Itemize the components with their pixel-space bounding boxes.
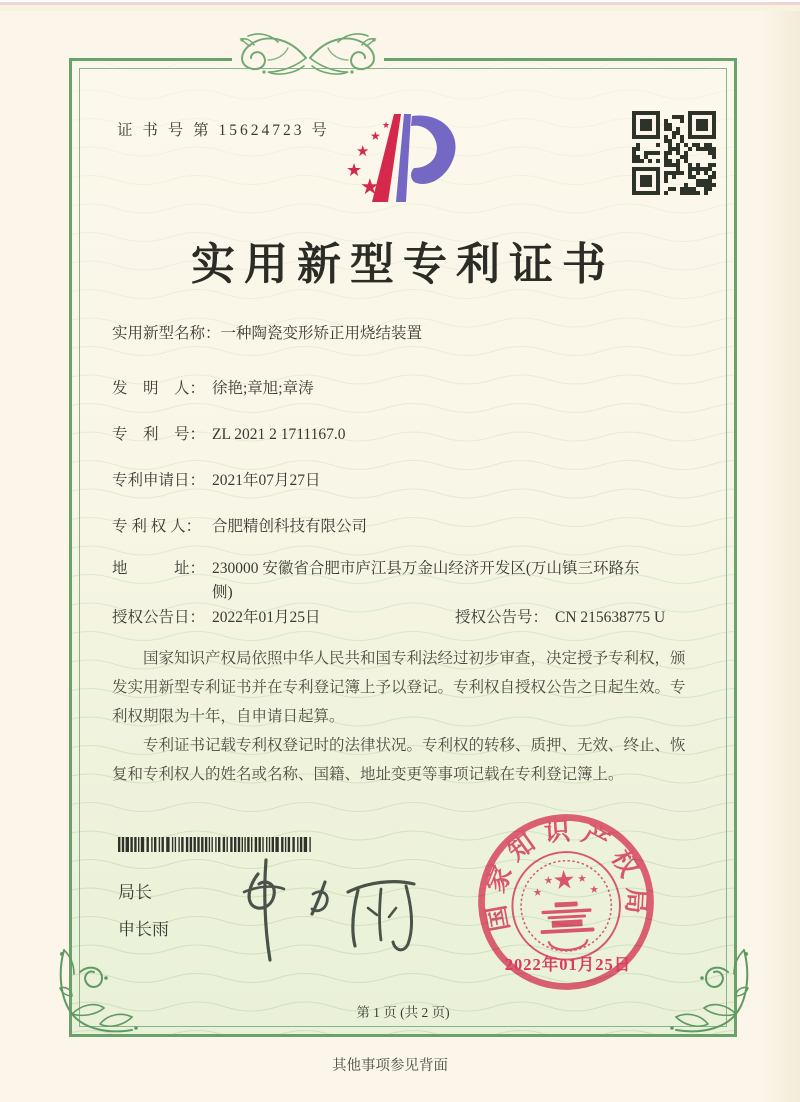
field-label: 发 明 人： xyxy=(112,380,206,397)
field-address xyxy=(112,557,652,605)
back-side-note: 其他事项参见背面 xyxy=(332,1058,448,1074)
field-grant-number xyxy=(455,606,665,629)
field-value: 2021年07月27日 xyxy=(212,472,321,489)
field-grant-date xyxy=(112,609,321,626)
director-name: 申长雨 xyxy=(118,920,169,939)
legal-paragraph-1: 国家知识产权局依照中华人民共和国专利法经过初步审查，决定授予专利权，颁发实用新型专利证书并在专利登记簿上予以登记。专利权自授权公告之日起生效。专利权期限为十年，自申请日起算。 xyxy=(112,650,686,725)
director-signature xyxy=(228,852,428,970)
legal-paragraph-2: 专利证书记载专利权登记时的法律状况。专利权的转移、质押、无效、终止、恢复和专利权人的姓名或名称、国籍、地址变更等事项记载在专利登记簿上。 xyxy=(112,737,686,783)
page-number: 第 1 页 (共 2 页) xyxy=(356,1005,450,1020)
field-value: 合肥精创科技有限公司 xyxy=(212,518,368,535)
field-value: 230000 安徽省合肥市庐江县万金山经济开发区(万山镇三环路东侧) xyxy=(212,560,640,601)
cnipa-logo xyxy=(338,110,470,208)
emblem-small-star-2: ★ xyxy=(543,875,554,887)
emblem-small-star-1: ★ xyxy=(532,887,543,900)
field-patentee xyxy=(112,515,367,538)
field-label: 专 利 权 人： xyxy=(112,518,202,535)
emblem-small-star-4: ★ xyxy=(589,884,600,897)
legal-text xyxy=(112,644,690,789)
logo-star-1: ★ xyxy=(360,174,380,199)
field-inventors xyxy=(112,377,314,400)
emblem-big-star: ★ xyxy=(551,865,577,896)
seal-national-emblem xyxy=(510,849,623,962)
field-utility-model-name xyxy=(112,322,422,345)
director-title: 局长 xyxy=(118,883,152,902)
field-value: 2022年01月25日 xyxy=(212,609,321,626)
field-filing-date xyxy=(112,469,321,492)
field-value: 徐艳;章旭;章涛 xyxy=(212,380,314,397)
field-label: 实用新型名称： xyxy=(112,325,221,342)
barcode xyxy=(118,837,314,852)
field-label: 授权公告日： xyxy=(112,609,206,626)
field-label: 授权公告号： xyxy=(455,609,549,626)
logo-star-2: ★ xyxy=(346,160,363,180)
field-label: 专 利 号： xyxy=(112,426,206,443)
emblem-small-star-3: ★ xyxy=(577,873,588,886)
field-value: 一种陶瓷变形矫正用烧结装置 xyxy=(220,325,423,342)
field-grant-row xyxy=(112,606,666,629)
logo-star-5: ★ xyxy=(382,120,391,130)
qr-code xyxy=(632,111,716,195)
certificate-title: 实用新型专利证书 xyxy=(191,240,615,289)
seal-date: 2022年01月25日 xyxy=(504,955,632,974)
logo-star-3: ★ xyxy=(356,144,370,160)
field-label: 专利申请日： xyxy=(112,472,206,489)
certificate-number: 证 书 号 第 15624723 号 xyxy=(117,122,330,139)
seal-text: 国家知识产权局 xyxy=(479,815,652,934)
field-value: ZL 2021 2 1711167.0 xyxy=(212,426,346,443)
field-patent-number xyxy=(112,423,345,446)
emblem-gate xyxy=(539,901,594,934)
field-label: 地 址： xyxy=(112,560,206,577)
logo-star-4: ★ xyxy=(370,129,381,143)
field-value: CN 215638775 U xyxy=(555,609,666,626)
scan-edge-cream xyxy=(0,5,800,11)
